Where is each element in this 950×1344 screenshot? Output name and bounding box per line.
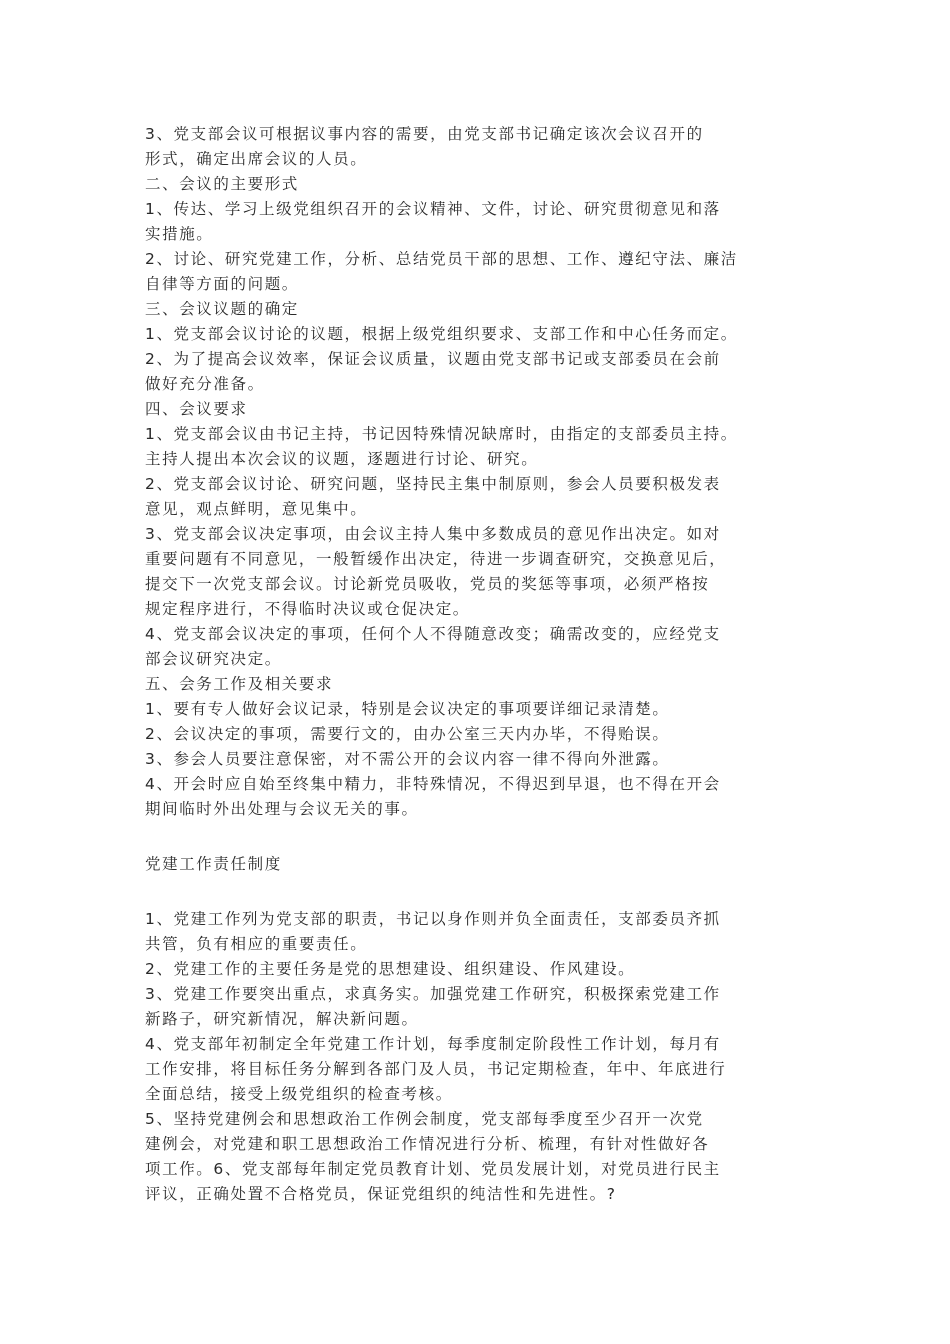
text-line: 2、讨论、研究党建工作，分析、总结党员干部的思想、工作、遵纪守法、廉洁 <box>145 250 738 268</box>
text-line: 规定程序进行，不得临时决议或仓促决定。 <box>145 600 470 618</box>
text-line: 实措施。 <box>145 225 214 243</box>
text-line: 意见，观点鲜明，意见集中。 <box>145 500 368 518</box>
text-line: 共管，负有相应的重要责任。 <box>145 935 368 953</box>
text-line: 自律等方面的问题。 <box>145 275 299 293</box>
text-line: 1、党支部会议讨论的议题，根据上级党组织要求、支部工作和中心任务而定。 <box>145 325 738 343</box>
text-line: 2、为了提高会议效率，保证会议质量，议题由党支部书记或支部委员在会前 <box>145 350 721 368</box>
section-heading: 四、会议要求 <box>145 400 248 418</box>
text-line: 3、党支部会议可根据议事内容的需要，由党支部书记确定该次会议召开的 <box>145 125 704 143</box>
text-line: 全面总结，接受上级党组织的检查考核。 <box>145 1085 453 1103</box>
text-line: 新路子，研究新情况，解决新问题。 <box>145 1010 419 1028</box>
text-line: 4、党支部会议决定的事项，任何个人不得随意改变；确需改变的，应经党支 <box>145 625 721 643</box>
text-line: 3、党支部会议决定事项，由会议主持人集中多数成员的意见作出决定。如对 <box>145 525 721 543</box>
section-heading: 二、会议的主要形式 <box>145 175 299 193</box>
text-line: 1、党支部会议由书记主持，书记因特殊情况缺席时，由指定的支部委员主持。 <box>145 425 738 443</box>
text-line: 3、党建工作要突出重点，求真务实。加强党建工作研究，积极探索党建工作 <box>145 985 721 1003</box>
text-line: 做好充分准备。 <box>145 375 265 393</box>
text-line: 主持人提出本次会议的议题，逐题进行讨论、研究。 <box>145 450 539 468</box>
text-line: 5、坚持党建例会和思想政治工作例会制度，党支部每季度至少召开一次党 <box>145 1110 704 1128</box>
document-title: 党建工作责任制度 <box>145 855 282 873</box>
text-line: 工作安排，将目标任务分解到各部门及人员，书记定期检查，年中、年底进行 <box>145 1060 727 1078</box>
text-line: 部会议研究决定。 <box>145 650 282 668</box>
text-line: 2、党建工作的主要任务是党的思想建设、组织建设、作风建设。 <box>145 960 636 978</box>
party-building-section <box>145 907 825 1207</box>
text-line: 1、要有专人做好会议记录，特别是会议决定的事项要详细记录清楚。 <box>145 700 670 718</box>
meeting-rules-section <box>145 122 825 822</box>
text-line: 1、党建工作列为党支部的职责，书记以身作则并负全面责任，支部委员齐抓 <box>145 910 721 928</box>
section-heading: 三、会议议题的确定 <box>145 300 299 318</box>
text-line: 期间临时外出处理与会议无关的事。 <box>145 800 419 818</box>
text-line: 1、传达、学习上级党组织召开的会议精神、文件，讨论、研究贯彻意见和落 <box>145 200 721 218</box>
document-page <box>145 122 825 1207</box>
text-line: 形式，确定出席会议的人员。 <box>145 150 368 168</box>
text-line: 建例会，对党建和职工思想政治工作情况进行分析、梳理，有针对性做好各 <box>145 1135 710 1153</box>
text-line: 评议，正确处置不合格党员，保证党组织的纯洁性和先进性。? <box>145 1185 617 1203</box>
text-line: 重要问题有不同意见，一般暂缓作出决定，待进一步调查研究，交换意见后， <box>145 550 727 568</box>
text-line: 3、参会人员要注意保密，对不需公开的会议内容一律不得向外泄露。 <box>145 750 670 768</box>
section-heading: 五、会务工作及相关要求 <box>145 675 334 693</box>
text-line: 提交下一次党支部会议。讨论新党员吸收，党员的奖惩等事项，必须严格按 <box>145 575 710 593</box>
text-line: 项工作。6、党支部每年制定党员教育计划、党员发展计划，对党员进行民主 <box>145 1160 721 1178</box>
text-line: 4、开会时应自始至终集中精力，非特殊情况，不得迟到早退，也不得在开会 <box>145 775 721 793</box>
text-line: 2、党支部会议讨论、研究问题，坚持民主集中制原则，参会人员要积极发表 <box>145 475 721 493</box>
text-line: 2、会议决定的事项，需要行文的，由办公室三天内办毕，不得贻误。 <box>145 725 670 743</box>
text-line: 4、党支部年初制定全年党建工作计划，每季度制定阶段性工作计划，每月有 <box>145 1035 721 1053</box>
